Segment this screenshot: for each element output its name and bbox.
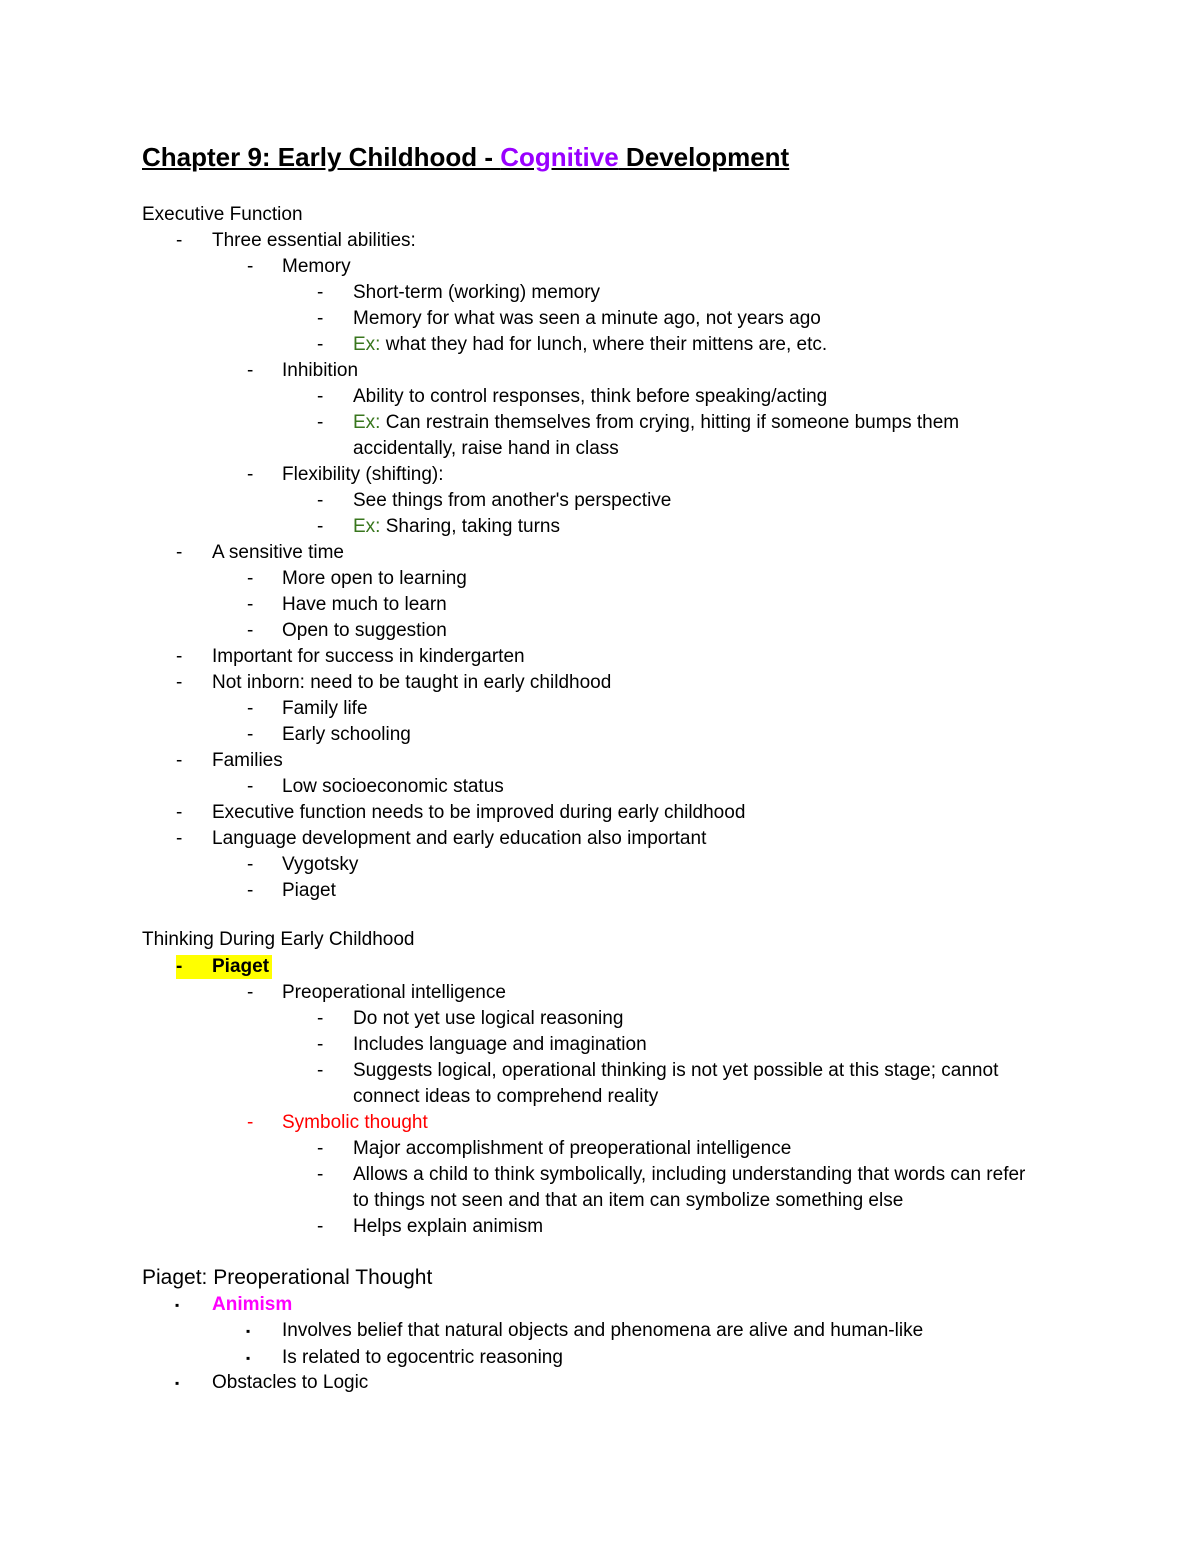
list-dash: - [317, 1216, 324, 1237]
example-label: Ex: [353, 334, 381, 355]
example-label: Ex: [353, 516, 381, 537]
list-dash: - [317, 1008, 324, 1029]
list-dash: - [176, 230, 183, 251]
list-item: A sensitive time [212, 542, 344, 563]
list-dash: - [247, 360, 254, 381]
list-dash: - [176, 646, 183, 667]
title-suffix: Development [618, 142, 790, 172]
list-dash: - [317, 490, 324, 511]
list-dash: - [317, 1164, 324, 1185]
list-dash: - [317, 1138, 324, 1159]
list-dash: - [247, 724, 254, 745]
list-dash: - [247, 568, 254, 589]
example-label: Ex: [353, 412, 381, 433]
page-title [142, 141, 789, 173]
list-item: Low socioeconomic status [282, 776, 504, 797]
section-heading-executive-function: Executive Function [142, 204, 303, 225]
list-dash: - [317, 412, 324, 433]
list-item: Is related to egocentric reasoning [282, 1347, 563, 1368]
title-accent: Cognitive [500, 142, 619, 172]
example-text: Sharing, taking turns [380, 516, 560, 537]
list-dash: - [317, 1034, 324, 1055]
list-item: Have much to learn [282, 594, 447, 615]
list-item: Ability to control responses, think before speaking/acting [353, 386, 828, 407]
list-dash: - [317, 516, 324, 537]
example-text: what they had for lunch, where their mittens are, etc. [380, 334, 828, 355]
list-dash: - [247, 464, 254, 485]
small-bullet-icon: ▪ [175, 1298, 180, 1312]
list-item: Inhibition [282, 360, 359, 381]
list-item: Obstacles to Logic [212, 1372, 369, 1393]
list-dash: - [176, 542, 183, 563]
list-dash: - [247, 880, 254, 901]
list-dash: - [247, 594, 254, 615]
small-bullet-icon: ▪ [246, 1351, 251, 1365]
small-bullet-icon: ▪ [175, 1376, 180, 1390]
list-dash: - [247, 776, 254, 797]
list-dash: - [176, 750, 183, 771]
list-item: Memory for what was seen a minute ago, not years ago [353, 308, 821, 329]
list-dash: - [317, 1060, 324, 1081]
list-dash: - [176, 956, 183, 977]
list-item: Not inborn: need to be taught in early childhood [212, 672, 612, 693]
list-item-symbolic-thought: Symbolic thought [282, 1112, 428, 1133]
list-item [353, 410, 959, 436]
list-item: Memory [282, 256, 351, 277]
list-item: Three essential abilities: [212, 230, 416, 251]
example-text: Can restrain themselves from crying, hitting if someone bumps them [380, 412, 960, 433]
list-item: Families [212, 750, 283, 771]
list-item: Suggests logical, operational thinking is not yet possible at this stage; cannot [353, 1060, 999, 1081]
list-item-animism: Animism [212, 1294, 293, 1315]
list-item: Important for success in kindergarten [212, 646, 525, 667]
list-item-continuation: connect ideas to comprehend reality [353, 1086, 659, 1107]
list-item: Short-term (working) memory [353, 282, 601, 303]
list-dash: - [247, 256, 254, 277]
list-dash: - [317, 334, 324, 355]
list-item: Major accomplishment of preoperational intelligence [353, 1138, 792, 1159]
list-item: Piaget [282, 880, 336, 901]
list-dash: - [247, 620, 254, 641]
list-dash: - [247, 1112, 254, 1133]
list-dash: - [176, 828, 183, 849]
section-heading-thinking: Thinking During Early Childhood [142, 929, 415, 950]
list-item [353, 332, 827, 358]
list-dash: - [247, 698, 254, 719]
list-dash: - [317, 282, 324, 303]
list-item: Vygotsky [282, 854, 359, 875]
list-dash: - [317, 308, 324, 329]
list-item-continuation: accidentally, raise hand in class [353, 438, 619, 459]
list-item: Preoperational intelligence [282, 982, 506, 1003]
list-item: Open to suggestion [282, 620, 447, 641]
list-item [353, 514, 560, 540]
list-item: Do not yet use logical reasoning [353, 1008, 624, 1029]
list-item: Family life [282, 698, 368, 719]
list-dash: - [247, 982, 254, 1003]
list-item: Language development and early education also important [212, 828, 707, 849]
list-item: Flexibility (shifting): [282, 464, 444, 485]
list-item: Helps explain animism [353, 1216, 544, 1237]
list-item: Early schooling [282, 724, 411, 745]
list-item: More open to learning [282, 568, 467, 589]
small-bullet-icon: ▪ [246, 1324, 251, 1338]
list-dash: - [176, 802, 183, 823]
title-prefix: Chapter 9: Early Childhood - [142, 142, 501, 172]
list-item: Includes language and imagination [353, 1034, 647, 1055]
list-item: Executive function needs to be improved during early childhood [212, 802, 746, 823]
section-heading-preoperational-thought: Piaget: Preoperational Thought [142, 1266, 433, 1289]
list-item: See things from another's perspective [353, 490, 672, 511]
list-item: Involves belief that natural objects and phenomena are alive and human-like [282, 1320, 924, 1341]
list-item-highlighted: Piaget [212, 956, 270, 977]
list-dash: - [247, 854, 254, 875]
list-item-continuation: to things not seen and that an item can symbolize something else [353, 1190, 904, 1211]
list-dash: - [176, 672, 183, 693]
list-item: Allows a child to think symbolically, including understanding that words can refer [353, 1164, 1026, 1185]
list-dash: - [317, 386, 324, 407]
